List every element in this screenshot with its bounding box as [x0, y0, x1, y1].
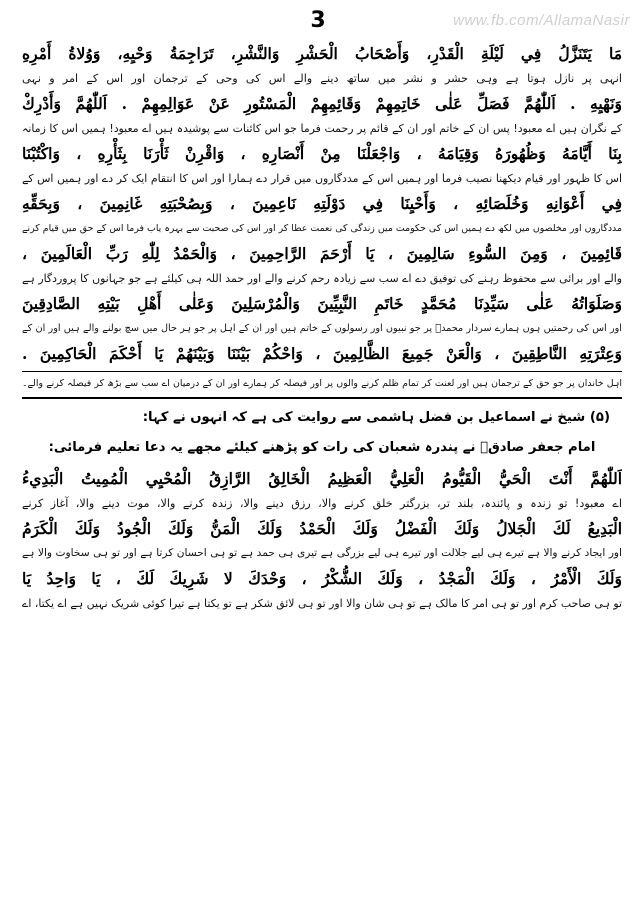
arabic-dua-line: مَا يَتَنَزَّلُ فِي لَيْلَةِ الْقَدْرِ، وَأَصْحَابُ الْحَشْرِ وَالنَّشْرِ، تَرَاجِمَةُ وَحْيِهِ، وَوُلاةُ أَمْرِهِ [22, 44, 622, 63]
urdu-translation-line: اور ایجاد کرنے والا ہے تیرے ہی لیے جلالت اور تیرے ہی لیے بزرگی ہے تیری ہی حمد ہے تو ہی احسان کرتا ہے اور تو ہی سخاوت والا ہے [22, 547, 622, 559]
arabic-dua-line: وَصَلَوَاتُهُ عَلٰى سَيِّدِنَا مُحَمَّدٍ خَاتَمِ النَّبِيِّينَ وَالْمُرْسَلِينَ وَعَلٰى أَهْلِ بَيْتِهِ الصَّادِقِينَ [22, 294, 622, 313]
urdu-translation-line: کے نگران ہیں اے معبود! پس ان کے خاتم اور ان کے قائم پر رحمت فرما جو اس کائنات سے پوشیدہ ہیں اے معبود! ہمیں اس کا زمانہ [22, 122, 622, 135]
page-number: 3 [310, 8, 326, 33]
arabic-dua-line: وَعِتْرَتِهِ النَّاطِقِينَ ، وَالْعَنْ جَمِيعَ الظَّالِمِينَ ، وَاحْكُمْ بَيْنَنَا وَبَيْنَهُمْ يَا أَحْكَمَ الْحَاكِمِينَ . [22, 344, 622, 363]
text-body [22, 38, 622, 613]
section-divider [22, 371, 622, 372]
narration-heading: (۵) شیخ نے اسماعیل بن فضل ہاشمی سے روایت کی ہے کہ انہوں نے کہا: [142, 410, 610, 425]
arabic-dua-line: بِنَا أَيَّامَهُ وَظُهُورَهُ وَقِيَامَهُ ، وَاجْعَلْنَا مِنْ أَنْصَارِهِ ، وَاقْرِنْ ثَأْرَنَا بِثَأْرِهِ ، وَاكْتُبْنَا [22, 144, 622, 163]
urdu-translation-line: مددگاروں اور مخلصوں میں لکھ دے ہمیں اس کی حکومت میں زندگی کی نعمت عطا کر اور اس کی صحبت سے بہرہ یاب فرما اس کے حق میں قیام کرنے [22, 223, 622, 234]
urdu-translation-line: اور اس کی رحمتیں ہوں ہمارے سردار محمدؐ پر جو نبیوں اور رسولوں کے خاتم ہیں اور ان کے اہل پر جو ہر حال میں سچ بولنے والے ہیں اور ان کے [22, 323, 622, 334]
arabic-dua-line: فِي أَعْوَانِهِ وَخُلَصَائِهِ ، وَأَحْيِنَا فِي دَوْلَتِهِ نَاعِمِينَ ، وَبِصُحْبَتِهِ غَانِمِينَ ، وَبِحَقِّهِ [22, 194, 622, 213]
urdu-translation-line: والے اور برائی سے محفوظ رہنے کی توفیق دے اے سب سے زیادہ رحم کرنے والے اور حمد اللہ ہی کیلئے ہے جو جہانوں کا پروردگار ہے [22, 272, 622, 285]
urdu-translation-line: اہل خاندان پر جو حق کے ترجمان ہیں اور لعنت کر تمام ظلم کرنے والوں پر اور فیصلہ کر ہمارے اور ان کے درمیان اے سب سے بڑھ کر فیصلہ کرنے والے۔ [22, 378, 622, 389]
urdu-translation-line: انہی پر نازل ہوتا ہے وہی حشر و نشر میں ساتھ دینے والے اس کی وحی کے ترجمان اور اس کے امر و نہی [22, 72, 622, 85]
urdu-translation-line: اے معبود! تو زندہ و پائندہ، بلند تر، بزرگتر خلق کرنے والا، رزق دینے والا، زندہ کرنے والا، موت دینے والا، آغاز کرنے [22, 497, 622, 510]
instruction-heading: امام جعفر صادقؑ نے پندرہ شعبان کی رات کو پڑھنے کیلئے مجھے یہ دعا تعلیم فرمائی: [48, 440, 596, 455]
urdu-translation-line: اس کا ظہور اور قیام دیکھنا نصیب فرما اور ہمیں اس کے مددگاروں میں قرار دے ہمارا اور اس کا انتقام ایک کر دے اور ہمیں اس کے [22, 172, 622, 185]
arabic-dua-line: وَنَهْيِهِ . اَللّٰهُمَّ فَصَلِّ عَلٰى خَاتِمِهِمْ وَقَائِمِهِمْ الْمَسْتُورِ عَنْ عَوَالِمِهِمْ . اَللّٰهُمَّ وَأَدْرِكْ [22, 94, 622, 113]
arabic-dua-line: قَائِمِينَ ، وَمِنَ السُّوءِ سَالِمِينَ ، يَا أَرْحَمَ الرَّاحِمِينَ ، وَالْحَمْدُ لِلّٰهِ رَبِّ الْعَالَمِينَ ، [22, 244, 622, 263]
arabic-dua-line: الْبَدِيعُ لَكَ الْجَلالُ وَلَكَ الْفَضْلُ وَلَكَ الْحَمْدُ وَلَكَ الْمَنُّ وَلَكَ الْجُودُ وَلَكَ الْكَرَمُ [22, 519, 622, 538]
watermark: www.fb.com/AllamaNasir [453, 12, 630, 29]
arabic-dua-line: وَلَكَ الْأَمْرُ ، وَلَكَ الْمَجْدُ ، وَلَكَ الشُّكْرُ ، وَحْدَكَ لا شَرِيكَ لَكَ ، يَا وَاحِدُ يَا [22, 569, 622, 588]
arabic-dua-line: اَللّٰهُمَّ أَنْتَ الْحَيُّ الْقَيُّومُ الْعَلِيُّ الْعَظِيمُ الْخَالِقُ الرَّازِقُ الْمُحْيِي الْمُمِيتُ الْبَدِيءُ [22, 469, 622, 488]
urdu-translation-line: تو ہی صاحب کرم اور تو ہی امر کا مالک ہے تو ہی شان والا اور تو ہی لائق شکر ہے تو یکتا ہے تیرا کوئی شریک نہیں ہے اے یکتا، اے [22, 597, 622, 610]
section-divider [22, 397, 622, 399]
